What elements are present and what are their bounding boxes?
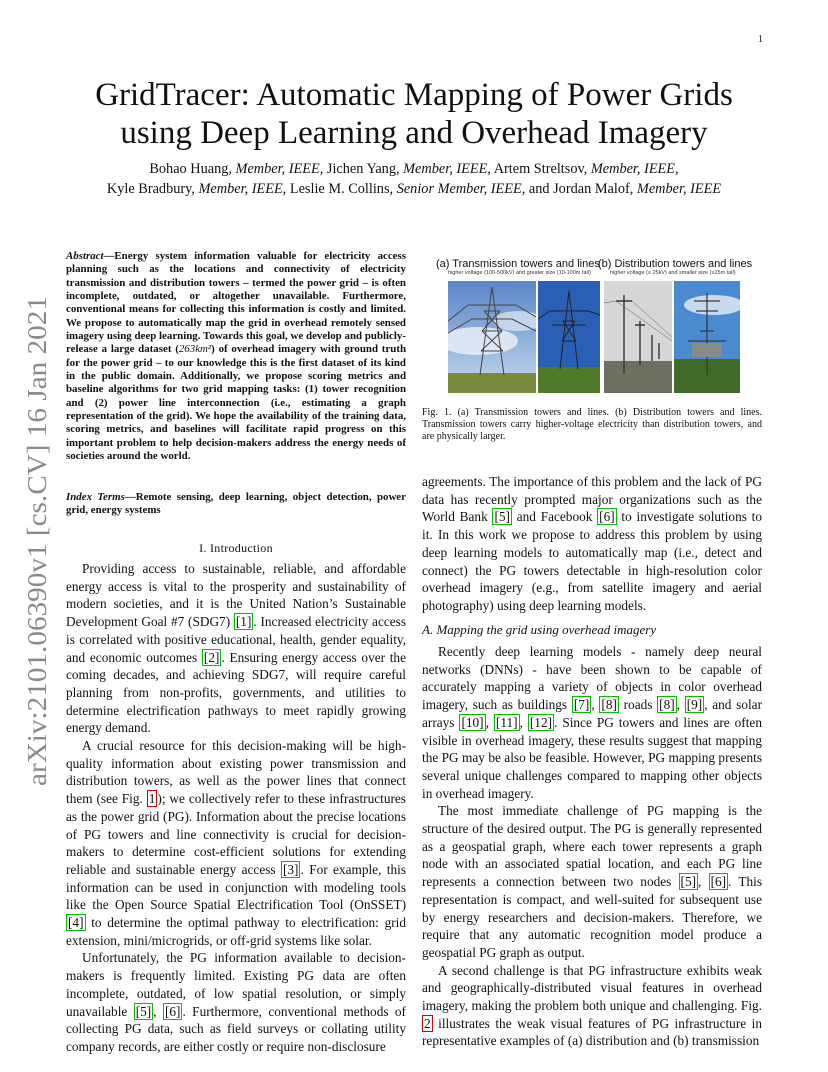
abstract-label: Abstract <box>66 250 104 262</box>
figure-sublabel-a: higher voltage (100-500kV) and greater size (10-100m tall) <box>448 270 591 276</box>
figure-link[interactable]: 2 <box>424 1015 431 1031</box>
citation-link[interactable]: [11] <box>495 714 518 730</box>
citation-link[interactable]: [5] <box>135 1003 152 1019</box>
figure-caption: Fig. 1. (a) Transmission towers and lines. (b) Distribution towers and lines. Transmission towers carry higher-voltage electricity than distribution towers, and are physically larger. <box>422 407 762 442</box>
title-line-1: GridTracer: Automatic Mapping of Power Grids <box>95 77 733 113</box>
paragraph: The most immediate challenge of PG mapping is the structure of the desired output. The PG is generally represented as a geospatial graph, where each tower represents a graph node with an associated spatial location, and each PG line represents a connection between two nodes [5] , [6] . This representation is compact, and well-suited for subsequent use by energy researchers and decision-makers. Therefore, we require that any automatic recognition model produce a geospatial PG graph as output. <box>422 803 762 960</box>
author-name: and Jordan Malof, <box>528 181 634 197</box>
citation-link[interactable]: [2] <box>203 649 220 665</box>
citation-link[interactable]: [12] <box>529 714 553 730</box>
abstract-text: —Energy system information valuable for electricity access planning such as the locations and connectivity of electricity transmission and distribution towers – termed the power grid – is often incomplete, outdated, or altogether unavailable. Furthermore, conventional means for collecting this information is costly and limited. We propose to automatically map the grid in overhead remotely sensed imagery using deep learning. Towards this goal, we develop and publicly-release a large dataset ( <box>66 250 406 356</box>
arxiv-sidebar <box>16 290 56 790</box>
index-terms-text: —Remote sensing, deep learning, object detection, power grid, energy systems <box>66 491 406 517</box>
author-line-2 <box>60 179 768 199</box>
title-line-2: using Deep Learning and Overhead Imagery <box>120 115 708 151</box>
index-terms-label: Index Terms <box>66 491 125 503</box>
author-name: Jichen Yang, <box>326 161 400 177</box>
distribution-line-photo-2 <box>674 281 740 393</box>
distribution-line-photo-1 <box>604 281 672 393</box>
index-terms <box>66 491 406 518</box>
figure-link[interactable]: 1 <box>148 791 156 807</box>
abstract-math: 263km² <box>178 343 212 356</box>
author-role: Member, IEEE, <box>403 161 491 177</box>
arxiv-identifier: arXiv:2101.06390v1 [cs.CV] 16 Jan 2021 <box>21 324 52 786</box>
citation-link[interactable]: [6] <box>710 874 727 890</box>
citation-link[interactable]: [3] <box>282 861 299 877</box>
author-role: Member, IEEE, <box>198 181 287 197</box>
right-column-top: agreements. The importance of this problem and the lack of PG data has recently prompted major organizations such as the World Bank [5] and Facebook [6] to investigate solutions to it. In this work we propose to address this problem by using deep learning models to automatically map (i.e., detect and connect) the PG towers detectable in high-resolution color overhead imagery (e.g., from satellite imagery and aerial photography) using deep learning models. <box>422 474 762 613</box>
figure-1 <box>422 258 762 398</box>
citation-link[interactable]: [5] <box>680 874 697 890</box>
author-role: Member, IEEE, <box>590 161 679 177</box>
author-name: Artem Streltsov, <box>493 161 588 177</box>
figure-label-a: (a) Transmission towers and lines <box>436 258 600 270</box>
transmission-tower-photo-1 <box>448 281 536 393</box>
citation-link[interactable]: [6] <box>164 1003 181 1019</box>
paragraph: A crucial resource for this decision-making will be high-quality information about existing power transmission and distribution towers, as well as the power lines that connect them (see Fig. 1 ); we collectively refer to these infrastructures as the power grid (PG). Information about the precise locations of PG towers and line connectivity is crucial for decision-makers to determine cost-efficient solutions for extending reliable and sustainable energy access [3] . For example, this information can be used in conjunction with modeling tools like the Open Source Spatial Electrification Tool (OnSSET) [4] to determine the optimal pathway to electrification: grid extension, mini/microgrids, or off-grid systems like solar. <box>66 738 407 948</box>
paragraph: Providing access to sustainable, reliable, and affordable energy access is vital to the prosperity and sustainability of modern societies, and it is the United Nation’s Sustainable Development Goal #7 (SDG7) [1] . Increased electricity access is correlated with positive educational, health, gender equality, and economic outcomes [2] . Ensuring energy access over the coming decades, and achieving SDG7, will require careful planning from non-profits, governments, and utilities to determine electrification pathways to meet rapidly growing energy demand. <box>66 561 406 736</box>
author-name: Leslie M. Collins, <box>289 181 394 197</box>
author-role: Member, IEEE, <box>235 161 324 177</box>
author-line-1 <box>60 159 768 179</box>
page-number: 1 <box>758 34 763 45</box>
author-role: Senior Member, IEEE, <box>396 181 526 197</box>
author-name: Kyle Bradbury, <box>106 181 195 197</box>
citation-link[interactable]: [8] <box>659 697 675 713</box>
citation-link[interactable]: [1] <box>235 614 252 630</box>
citation-link[interactable]: [4] <box>68 915 84 931</box>
paragraph: Recently deep learning models - namely deep neural networks (DNNs) - have been shown to be capable of accurately mapping a variety of objects in color overhead imagery, such as buildings [7] , [8] roads [8] , [9] , and solar arrays [10] , [11] , [12] . Since PG towers and lines are often visible in overhead imagery, these results suggest that mapping the PG may be also be feasible. However, PG mapping presents several unique challenges compared to mapping other objects in overhead imagery. <box>422 644 763 801</box>
citation-link[interactable]: [5] <box>494 509 510 525</box>
left-column-body <box>66 560 406 1056</box>
citation-link[interactable]: [10] <box>461 714 484 730</box>
paper-title <box>60 76 768 152</box>
subsection-heading <box>422 622 762 638</box>
author-name: Bohao Huang, <box>149 161 232 177</box>
citation-link[interactable]: [8] <box>601 697 617 713</box>
citation-link[interactable]: [9] <box>686 697 703 713</box>
author-role: Member, IEEE <box>636 181 722 197</box>
section-heading: I. Introduction <box>199 541 273 555</box>
figure-sublabel-b: higher voltage (≤ 25kV) and smaller size (≤15m tall) <box>610 270 736 276</box>
paragraph: Unfortunately, the PG information available to decision-makers is frequently limited. Existing PG data are often incomplete, outdated, of low spatial resolution, or simply unavailable [5] , [6] . Furthermore, conventional methods of collecting PG data, such as field surveys or collating utility company records, are either costly or require non-disclosure <box>66 950 406 1054</box>
citation-link[interactable]: [6] <box>599 509 615 525</box>
abstract <box>66 250 406 464</box>
right-column-body <box>422 643 762 1050</box>
transmission-tower-photo-2 <box>538 281 600 393</box>
abstract-text: ) of overhead imagery with ground truth for the power grid – to our knowledge this is the first dataset of its kind in the public domain. Additionally, we propose scoring metrics and baseline algorithms for two grid mapping tasks: (1) tower recognition and (2) power line interconnection (i.e., estimating a graph representation of the grid). We hope the availability of the training data, scoring metrics, and baselines will facilitate rapid progress on this important problem to help decision-makers address the energy needs of societies around the world. <box>66 343 407 463</box>
subsection-title: A. Mapping the grid using overhead imagery <box>422 622 657 637</box>
paragraph: A second challenge is that PG infrastructure exhibits weak and geographically-distributed visual features in overhead imagery, making the problem both unique and challenging. Fig. 2 illustrates the weak visual features of PG infrastructure in representative examples of (a) distribution and (b) transmission <box>422 962 762 1049</box>
figure-label-b: (b) Distribution towers and lines <box>598 258 753 270</box>
citation-link[interactable]: [7] <box>573 697 590 713</box>
